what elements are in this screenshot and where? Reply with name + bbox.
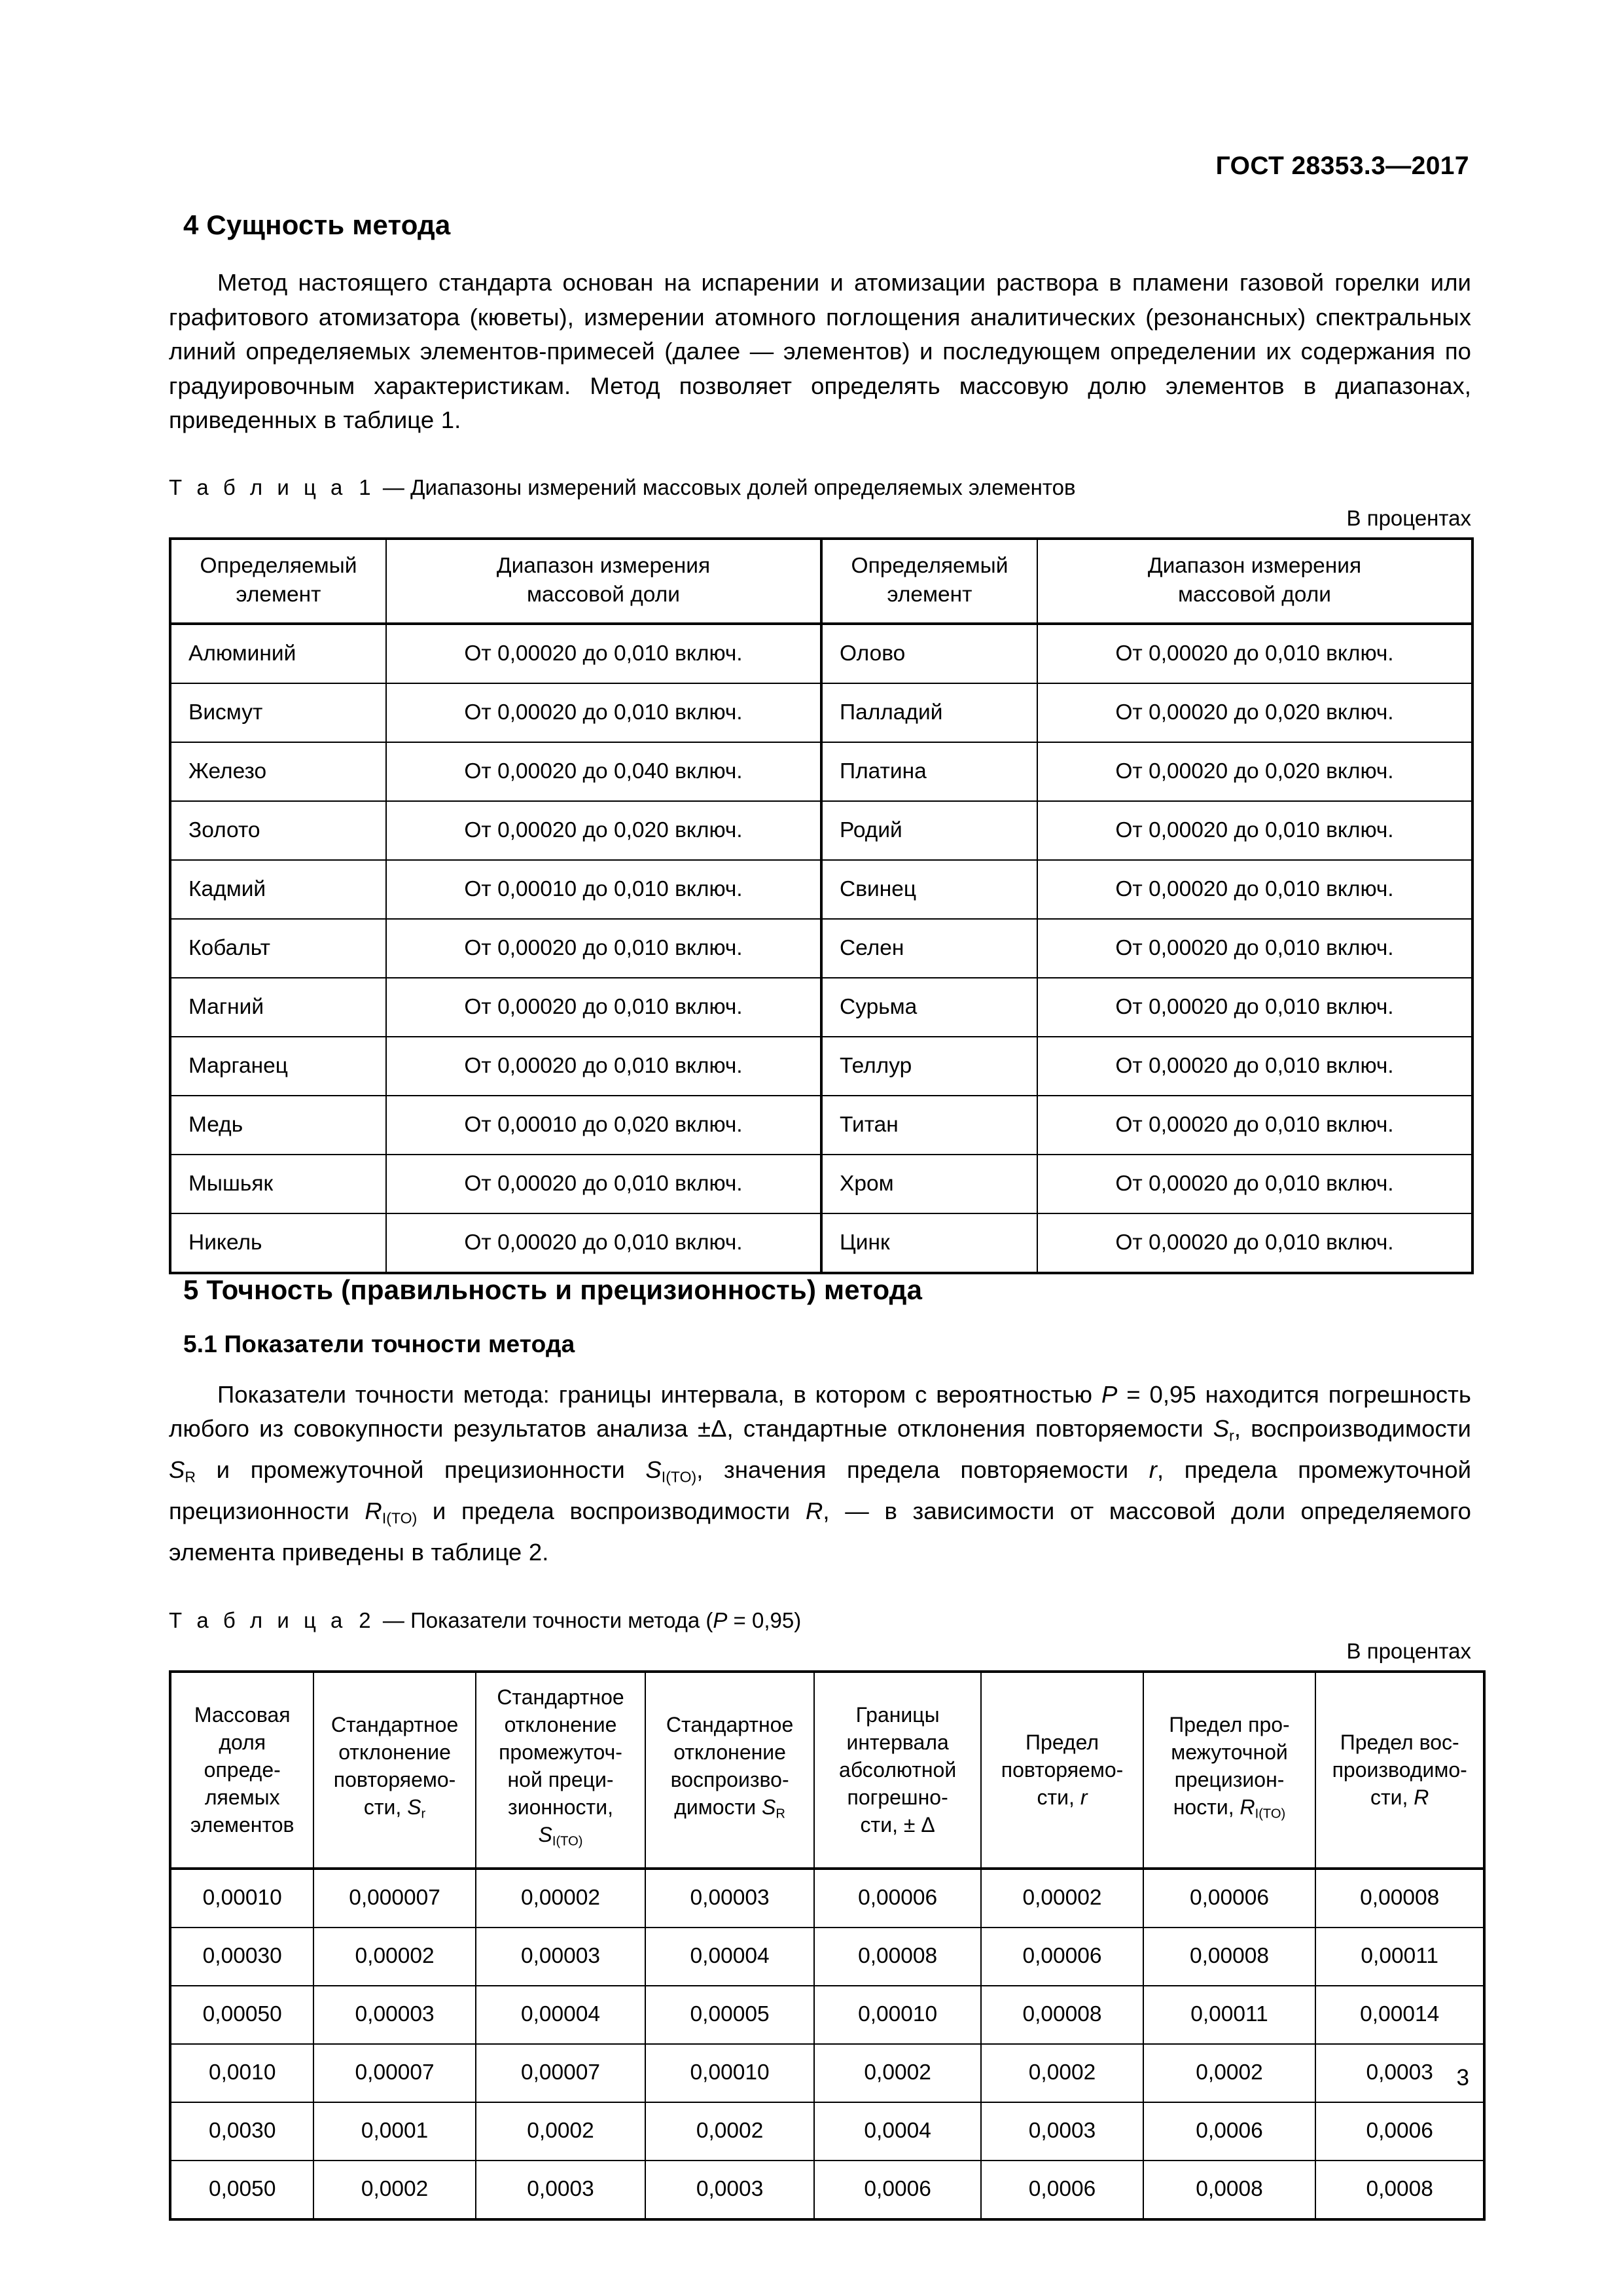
table-2-header-cell-0: Массовая доля опреде- ляемых элементов <box>170 1672 313 1869</box>
symbol: r <box>1080 1785 1088 1809</box>
table-2-cell-2: 0,00003 <box>476 1928 646 1986</box>
table-2-cell-2: 0,00007 <box>476 2044 646 2102</box>
table-row <box>170 1986 1484 2044</box>
table-2-cell-4: 0,00006 <box>814 1869 982 1928</box>
table-1-cell-range: От 0,00020 до 0,040 включ. <box>386 742 821 801</box>
table-2-cell-4: 0,0002 <box>814 2044 982 2102</box>
table-2-cell-1: 0,0002 <box>313 2161 475 2219</box>
table-1-cell-range: От 0,00020 до 0,010 включ. <box>386 919 821 978</box>
table-2-header-row <box>170 1672 1484 1869</box>
table-1-cell-element: Марганец <box>170 1037 386 1096</box>
page-content <box>169 209 1471 2221</box>
table-2-cell-7: 0,00008 <box>1315 1869 1484 1928</box>
table-1-cell-element: Золото <box>170 801 386 860</box>
table-2-cell-7: 0,0006 <box>1315 2102 1484 2161</box>
table-2-caption-label: Т а б л и ц а <box>169 1608 347 1633</box>
table-row <box>170 860 1472 919</box>
table-2-cell-1: 0,00002 <box>313 1928 475 1986</box>
variable-r: R <box>805 1497 823 1524</box>
table-1-cell-element: Мышьяк <box>170 1155 386 1213</box>
table-1-cell-range: От 0,00020 до 0,010 включ. <box>386 624 821 683</box>
table-1-body <box>170 624 1472 1273</box>
table-2-accuracy-indicators <box>169 1670 1486 2221</box>
table-1-cell-element: Медь <box>170 1096 386 1155</box>
table-2-header-cell-5: Предел повторяемо- сти, r <box>981 1672 1143 1869</box>
symbol: $S_R$ <box>762 1795 785 1821</box>
table-2-caption-text: — Показатели точности метода ( <box>382 1608 713 1633</box>
table-1-cell-element: Никель <box>170 1213 386 1273</box>
table-2-cell-0: 0,00030 <box>170 1928 313 1986</box>
table-2-cell-2: 0,00004 <box>476 1986 646 2044</box>
table-2-cell-7: 0,0003 <box>1315 2044 1484 2102</box>
table-row <box>170 1213 1472 1273</box>
section-5-1-title: 5.1 Показатели точности метода <box>183 1330 575 1357</box>
table-1-header-row <box>170 539 1472 624</box>
table-2-cell-5: 0,0006 <box>981 2161 1143 2219</box>
table-1-cell-element: Теллур <box>821 1037 1037 1096</box>
table-1-cell-range: От 0,00020 до 0,010 включ. <box>1037 801 1472 860</box>
table-row <box>170 801 1472 860</box>
table-1-units-note: В процентах <box>1346 505 1471 530</box>
table-2-header-cell-2: Стандартное отклонение промежуточ- ной преци- зионности, $S_{I(TO)}$ <box>476 1672 646 1869</box>
table-1-cell-range: От 0,00020 до 0,010 включ. <box>386 978 821 1037</box>
table-2-header-cell-3: Стандартное отклонение воспроизво- димости $S_R$ <box>645 1672 814 1869</box>
symbol: $S_{I(TO)}$ <box>538 1823 583 1849</box>
table-row <box>170 1037 1472 1096</box>
table-2-header-cell-7: Предел вос- производимо- сти, R <box>1315 1672 1484 1869</box>
table-1-cell-element: Свинец <box>821 860 1037 919</box>
variable-r: $R_{I(TO)}$ <box>365 1497 418 1527</box>
table-1-header-range-2: Диапазон измерения массовой доли <box>1037 539 1472 624</box>
table-row <box>170 1869 1484 1928</box>
table-2-cell-4: 0,0006 <box>814 2161 982 2219</box>
table-2-cell-7: 0,00014 <box>1315 1986 1484 2044</box>
table-row <box>170 683 1472 742</box>
table-2-cell-6: 0,00011 <box>1143 1986 1316 2044</box>
table-1-caption-number: 1 <box>359 475 371 499</box>
table-1-cell-range: От 0,00020 до 0,010 включ. <box>1037 1096 1472 1155</box>
table-2-cell-3: 0,00010 <box>645 2044 814 2102</box>
table-1-cell-element: Родий <box>821 801 1037 860</box>
table-1-cell-element: Цинк <box>821 1213 1037 1273</box>
table-2-cell-0: 0,0050 <box>170 2161 313 2219</box>
table-1-cell-element: Титан <box>821 1096 1037 1155</box>
table-2-cell-2: 0,00002 <box>476 1869 646 1928</box>
table-row <box>170 2044 1484 2102</box>
table-1-cell-element: Железо <box>170 742 386 801</box>
table-1-cell-range: От 0,00020 до 0,010 включ. <box>386 1037 821 1096</box>
table-1-cell-element: Кобальт <box>170 919 386 978</box>
table-1-cell-element: Хром <box>821 1155 1037 1213</box>
section-5-title: 5 Точность (правильность и прецизионность) метода <box>183 1274 923 1305</box>
table-2-caption-number: 2 <box>359 1608 371 1633</box>
page-number: 3 <box>1456 2065 1469 2090</box>
table-2-body <box>170 1869 1484 2219</box>
section-4-title: 4 Сущность метода <box>183 209 451 240</box>
table-1-cell-range: От 0,00020 до 0,010 включ. <box>1037 919 1472 978</box>
table-2-cell-3: 0,0003 <box>645 2161 814 2219</box>
table-1-cell-element: Кадмий <box>170 860 386 919</box>
table-2-cell-5: 0,00008 <box>981 1986 1143 2044</box>
table-2-header-cell-1: Стандартное отклонение повторяемо- сти, $S_r$ <box>313 1672 475 1869</box>
variable-s: $S_R$ <box>169 1456 196 1486</box>
table-2-cell-5: 0,0002 <box>981 2044 1143 2102</box>
table-2-cell-7: 0,0008 <box>1315 2161 1484 2219</box>
table-2-cell-4: 0,00010 <box>814 1986 982 2044</box>
table-2-units-note: В процентах <box>1346 1639 1471 1664</box>
symbol: $S_r$ <box>407 1795 426 1821</box>
table-2-cell-4: 0,00008 <box>814 1928 982 1986</box>
table-2-header-cell-4: Границы интервала абсолютной погрешно- сти, ± Δ <box>814 1672 982 1869</box>
table-2-cell-1: 0,000007 <box>313 1869 475 1928</box>
table-1-cell-range: От 0,00020 до 0,010 включ. <box>1037 1155 1472 1213</box>
table-2-cell-2: 0,0002 <box>476 2102 646 2161</box>
table-2-caption <box>169 1606 1471 1635</box>
variable-p: P <box>1101 1380 1118 1408</box>
table-row <box>170 2102 1484 2161</box>
table-1-header-element-2: Определяемый элемент <box>821 539 1037 624</box>
table-row <box>170 1928 1484 1986</box>
table-1-cell-range: От 0,00020 до 0,010 включ. <box>386 1213 821 1273</box>
table-2-cell-1: 0,00003 <box>313 1986 475 2044</box>
variable-s: $S_{I(TO)}$ <box>645 1456 697 1486</box>
table-1-caption <box>169 473 1471 502</box>
table-1-cell-range: От 0,00020 до 0,020 включ. <box>1037 683 1472 742</box>
table-2-cell-3: 0,0002 <box>645 2102 814 2161</box>
table-1-header-element-1: Определяемый элемент <box>170 539 386 624</box>
table-2-cell-0: 0,00050 <box>170 1986 313 2044</box>
table-row <box>170 1096 1472 1155</box>
table-1-caption-text: — Диапазоны измерений массовых долей определяемых элементов <box>382 475 1076 499</box>
table-2-cell-0: 0,0010 <box>170 2044 313 2102</box>
table-2-cell-5: 0,0003 <box>981 2102 1143 2161</box>
table-2-cell-0: 0,0030 <box>170 2102 313 2161</box>
table-1-cell-element: Алюминий <box>170 624 386 683</box>
table-2-cell-1: 0,0001 <box>313 2102 475 2161</box>
table-1-cell-element: Висмут <box>170 683 386 742</box>
table-2-cell-5: 0,00006 <box>981 1928 1143 1986</box>
table-2-cell-3: 0,00003 <box>645 1869 814 1928</box>
table-2-cell-6: 0,0008 <box>1143 2161 1316 2219</box>
table-2-cell-6: 0,00006 <box>1143 1869 1316 1928</box>
table-2-cell-3: 0,00005 <box>645 1986 814 2044</box>
table-row <box>170 919 1472 978</box>
table-1-cell-range: От 0,00020 до 0,010 включ. <box>1037 978 1472 1037</box>
table-1-cell-range: От 0,00020 до 0,010 включ. <box>386 683 821 742</box>
table-2-cell-3: 0,00004 <box>645 1928 814 1986</box>
table-1-cell-element: Платина <box>821 742 1037 801</box>
table-1-cell-range: От 0,00010 до 0,020 включ. <box>386 1096 821 1155</box>
table-2-cell-2: 0,0003 <box>476 2161 646 2219</box>
symbol: $R_{I(TO)}$ <box>1240 1795 1286 1821</box>
table-2-header-cell-6: Предел про- межуточной прецизион- ности, $R_{I(TO)}$ <box>1143 1672 1316 1869</box>
table-1-cell-range: От 0,00020 до 0,020 включ. <box>386 801 821 860</box>
table-1-header-range-1: Диапазон измерения массовой доли <box>386 539 821 624</box>
table-2-cell-6: 0,0006 <box>1143 2102 1316 2161</box>
table-1-cell-element: Палладий <box>821 683 1037 742</box>
table-2-cell-6: 0,00008 <box>1143 1928 1316 1986</box>
table-1-cell-range: От 0,00020 до 0,010 включ. <box>386 1155 821 1213</box>
table-2-cell-5: 0,00002 <box>981 1869 1143 1928</box>
table-1-cell-element: Магний <box>170 978 386 1037</box>
table-2-caption-text-post: = 0,95) <box>727 1608 802 1633</box>
symbol: R <box>1414 1785 1429 1809</box>
table-1-cell-range: От 0,00020 до 0,010 включ. <box>1037 1213 1472 1273</box>
table-1-cell-element: Селен <box>821 919 1037 978</box>
table-row <box>170 1155 1472 1213</box>
table-2-cell-7: 0,00011 <box>1315 1928 1484 1986</box>
table-1-cell-range: От 0,00010 до 0,010 включ. <box>386 860 821 919</box>
variable-r: r <box>1149 1456 1157 1483</box>
table-row <box>170 978 1472 1037</box>
table-1-measurement-ranges <box>169 537 1474 1274</box>
table-row <box>170 742 1472 801</box>
table-row <box>170 624 1472 683</box>
table-1-cell-element: Олово <box>821 624 1037 683</box>
table-1-cell-range: От 0,00020 до 0,010 включ. <box>1037 1037 1472 1096</box>
table-1-cell-range: От 0,00020 до 0,010 включ. <box>1037 624 1472 683</box>
table-1-caption-label: Т а б л и ц а <box>169 475 347 499</box>
document-header-standard-number: ГОСТ 28353.3—2017 <box>1215 152 1469 180</box>
table-1-cell-element: Сурьма <box>821 978 1037 1037</box>
table-2-cell-1: 0,00007 <box>313 2044 475 2102</box>
section-5-1-paragraph: Показатели точности метода: границы интервала, в котором с вероятностью P = 0,95 находится погрешность любого из совокупности результатов анализа ±Δ, стандартные отклонения повторяемости $S_r$, воспроизводимости $S_R$ и промежуточной прецизионности $S_{I(TO)}$, значения предела повторяемости r, предела промежуточной прецизионности $R_{I(TO)}$ и предела воспроизводимости R, — в зависимости от массовой доли определяемого элемента приведены в таблице 2. <box>169 1380 1472 1566</box>
table-1-cell-range: От 0,00020 до 0,020 включ. <box>1037 742 1472 801</box>
section-4-paragraph: Метод настоящего стандарта основан на испарении и атомизации раствора в пламени газовой горелки или графитового атомизатора (кюветы), измерении атомного поглощения аналитических (резонансных) спектральных линий определяемых элементов-примесей (далее — элементов) и последующем определении их содержания по градуировочным характеристикам. Метод позволяет определять массовую долю элементов в диапазонах, приведенных в таблице 1. <box>169 269 1471 433</box>
table-2-cell-4: 0,0004 <box>814 2102 982 2161</box>
table-2-cell-0: 0,00010 <box>170 1869 313 1928</box>
table-row <box>170 2161 1484 2219</box>
table-2-cell-6: 0,0002 <box>1143 2044 1316 2102</box>
variable-s: $S_r$ <box>1213 1415 1234 1444</box>
table-1-cell-range: От 0,00020 до 0,010 включ. <box>1037 860 1472 919</box>
table-2-caption-variable-p: P <box>713 1608 728 1633</box>
